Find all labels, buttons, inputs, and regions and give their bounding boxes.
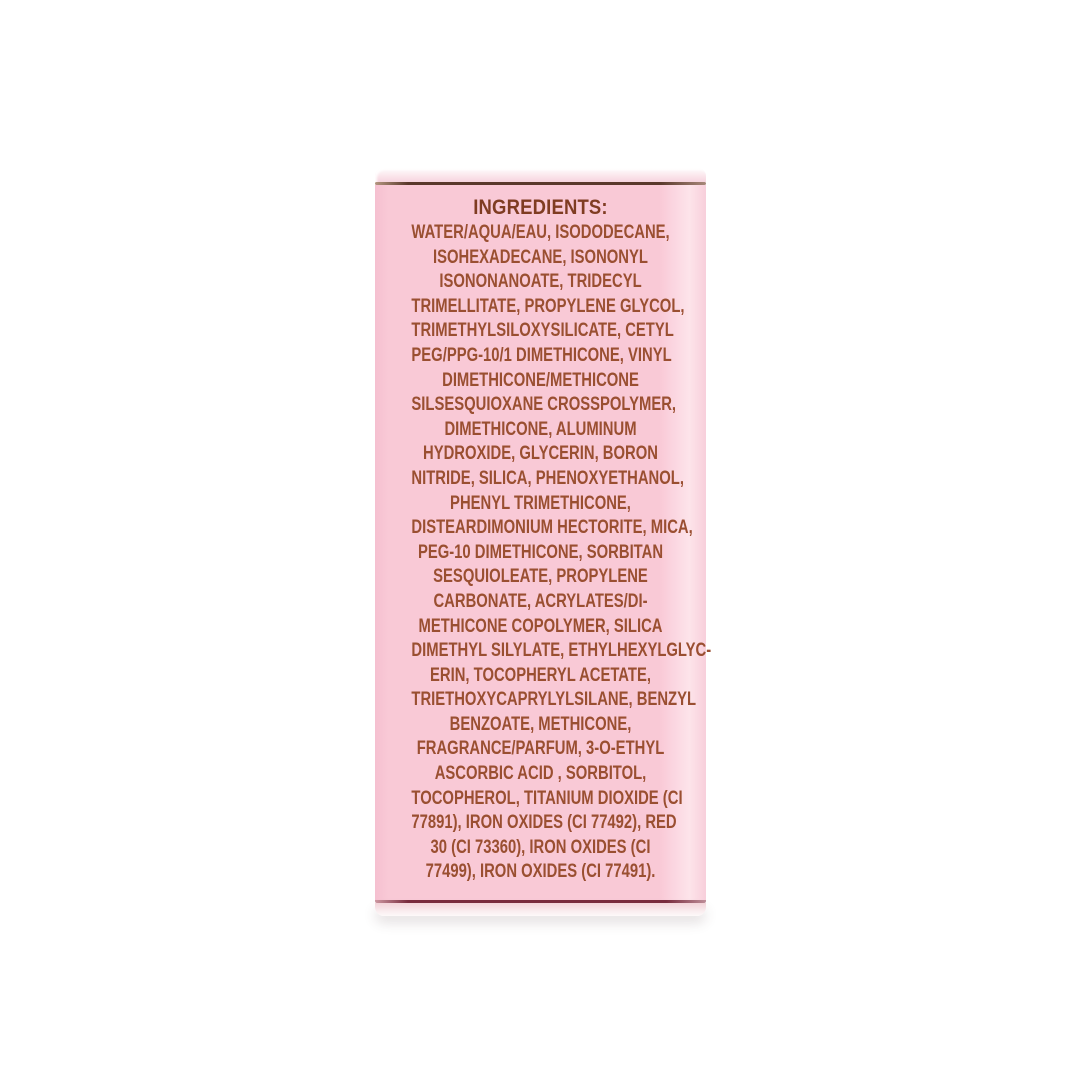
ingredients-heading: INGREDIENTS: — [473, 196, 608, 219]
ingredients-line: DIMETHICONE/METHICONE — [442, 369, 639, 391]
ingredients-line: WATER/AQUA/EAU, ISODODECANE, — [411, 222, 670, 243]
ingredients-line: FRAGRANCE/PARFUM, 3-O-ETHYL — [416, 738, 665, 760]
ingredients-line: SILSESQUIOXANE CROSSPOLYMER, — [411, 394, 677, 416]
ingredients-line: BENZOATE, METHICONE, — [449, 713, 632, 735]
ingredients-line: ERIN, TOCOPHERYL ACETATE, — [430, 664, 651, 686]
box-bottom-flap — [375, 903, 706, 916]
ingredients-panel — [375, 185, 712, 900]
ingredients-line: DIMETHICONE, ALUMINUM — [444, 418, 637, 440]
ingredients-line: PEG-10 DIMETHICONE, SORBITAN — [417, 541, 664, 563]
ingredients-line: ISOHEXADECANE, ISONONYL — [433, 246, 648, 268]
box-top-flap — [375, 168, 706, 182]
ingredients-line: ISONONANOATE, TRIDECYL — [439, 271, 642, 293]
product-box — [375, 168, 712, 916]
ingredients-line: METHICONE COPOLYMER, SILICA — [418, 615, 663, 637]
ingredients-line: TRIMETHYLSILOXYSILICATE, CETYL — [411, 320, 674, 342]
ingredients-line: 30 (CI 73360), IRON OXIDES (CI — [430, 836, 651, 858]
ingredients-list — [375, 221, 712, 885]
ingredients-line: HYDROXIDE, GLYCERIN, BORON — [423, 443, 658, 465]
ingredients-line: 77891), IRON OXIDES (CI 77492), RED — [411, 812, 677, 834]
ingredients-line: CARBONATE, ACRYLATES/DI- — [433, 590, 648, 612]
ingredients-line: 77499), IRON OXIDES (CI 77491). — [425, 861, 656, 883]
ingredients-line: NITRIDE, SILICA, PHENOXYETHANOL, — [411, 467, 684, 489]
ingredients-line: SESQUIOLEATE, PROPYLENE — [433, 566, 648, 588]
ingredients-line: DISTEARDIMONIUM HECTORITE, MICA, — [411, 517, 693, 539]
ingredients-line: TRIETHOXYCAPRYLYLSILANE, BENZYL — [411, 689, 697, 711]
ingredients-line: TOCOPHEROL, TITANIUM DIOXIDE (CI — [411, 787, 683, 809]
ingredients-line: PHENYL TRIMETHICONE, — [450, 492, 631, 514]
ingredients-line: DIMETHYL SILYLATE, ETHYLHEXYLGLYC- — [411, 640, 712, 662]
ingredients-line: PEG/PPG-10/1 DIMETHICONE, VINYL — [411, 344, 672, 366]
ingredients-line: TRIMELLITATE, PROPYLENE GLYCOL, — [411, 295, 685, 317]
ingredients-line: ASCORBIC ACID , SORBITOL, — [434, 763, 647, 785]
